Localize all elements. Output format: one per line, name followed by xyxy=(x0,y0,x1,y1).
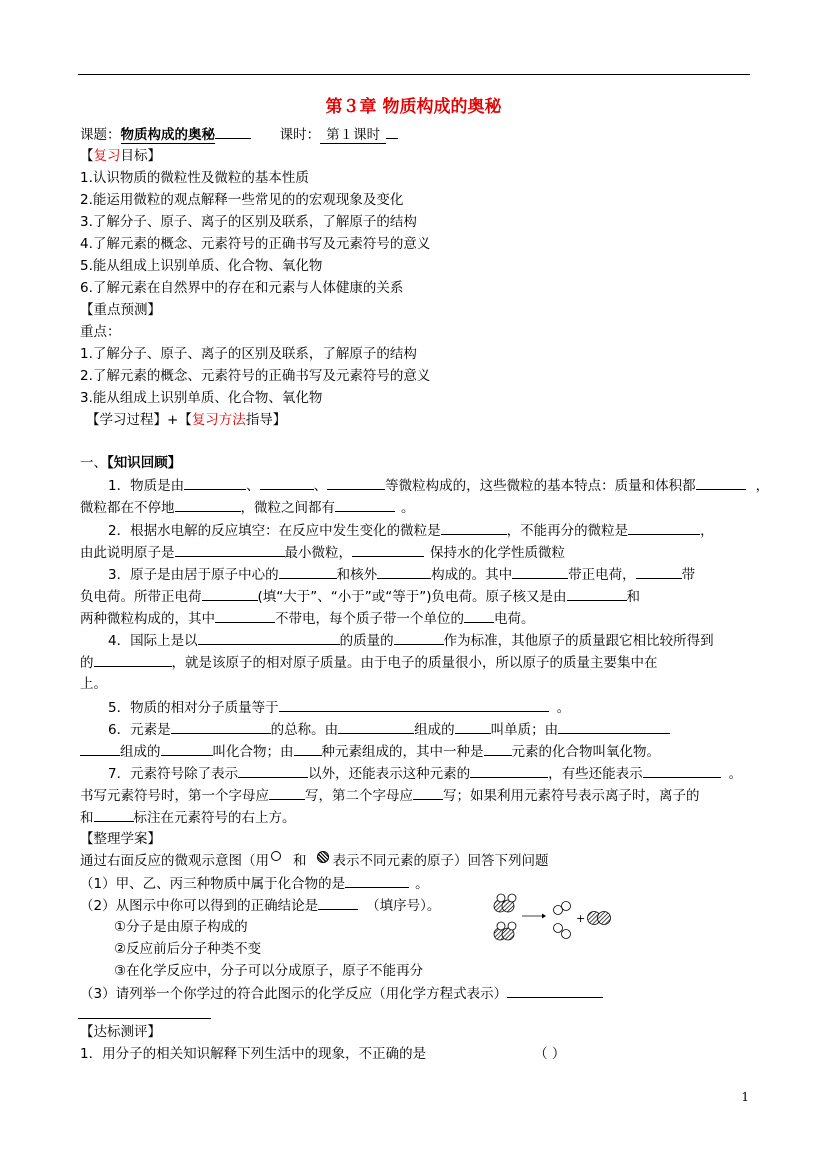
assessment-heading: 【达标测评】 xyxy=(80,1024,161,1040)
organize-sub-2: （2）从图示中你可以得到的正确结论是 （填序号）。 xyxy=(80,895,440,916)
organize-intro: 通过右面反应的微观示意图（用 和 表示不同元素的原子）回答下列问题 xyxy=(80,853,549,869)
blank[interactable] xyxy=(238,763,308,778)
reaction-diagram xyxy=(488,884,618,950)
top-rule xyxy=(78,74,750,75)
goal-item: 5.能从组成上识别单质、化合物、氧化物 xyxy=(80,258,323,274)
knowledge-heading: 一、【知识回顾】 xyxy=(80,455,182,471)
period-label: 课时： xyxy=(279,127,321,143)
blank[interactable] xyxy=(269,785,305,800)
product-molecule xyxy=(554,902,571,939)
question-7-line-2: 书写元素符号时，第一个字母应 写，第二个字母应 写；如果利用元素符号表示离子时，离子的 xyxy=(80,785,700,806)
reaction-arrow-icon xyxy=(522,914,546,919)
blank[interactable] xyxy=(161,741,213,756)
page-number: 1 xyxy=(741,1090,749,1104)
blank[interactable] xyxy=(279,564,337,579)
blank[interactable] xyxy=(318,895,358,910)
blank[interactable] xyxy=(171,719,271,734)
organize-sub-1: （1）甲、乙、丙三种物质中属于化合物的是 。 xyxy=(80,873,429,894)
option-3: ③在化学反应中，分子可以分成原子，原子不能再分 xyxy=(114,963,424,979)
blank[interactable] xyxy=(352,542,424,557)
question-1-line-2: 微粒都在不停地 ，微粒之间都有 。 xyxy=(80,497,415,518)
question-3-line-1: 3．原子是由居于原子中心的 和核外 构成的。其中 带正电荷， 带 xyxy=(108,564,695,585)
assessment-question-1: 1．用分子的相关知识解释下列生活中的现象，不正确的是 （ ） xyxy=(80,1046,566,1062)
blank[interactable] xyxy=(198,630,340,645)
question-4-line-1: 4．国际上是以 的质量的 作为标准，其他原子的质量跟它相比较所得到 xyxy=(108,630,714,651)
blank[interactable] xyxy=(80,741,120,756)
blank[interactable] xyxy=(484,741,512,756)
blank[interactable] xyxy=(175,542,285,557)
blank[interactable] xyxy=(455,719,491,734)
question-2-line-2: 由此说明原子是 最小微粒， 保持水的化学性质微粒 xyxy=(80,542,565,563)
process-heading: 【学习过程】+【复习方法指导】 xyxy=(86,412,287,428)
blank[interactable] xyxy=(175,497,241,512)
footnote-rule xyxy=(78,1018,211,1019)
blank[interactable] xyxy=(507,983,603,998)
blank[interactable] xyxy=(464,608,494,623)
blank[interactable] xyxy=(279,697,549,712)
organize-heading: 【整理学案】 xyxy=(80,831,161,847)
lesson-header xyxy=(80,124,398,145)
topic-label: 课题： xyxy=(80,127,121,143)
blank[interactable] xyxy=(643,763,721,778)
blank[interactable] xyxy=(394,630,444,645)
goal-item: 2.能运用微粒的观点解释一些常见的的宏观现象及变化 xyxy=(80,192,404,208)
product-molecule xyxy=(588,912,611,925)
answer-paren[interactable]: （ ） xyxy=(534,1046,566,1062)
question-4-line-3: 上。 xyxy=(80,676,107,692)
topic-value: 物质构成的奥秘 xyxy=(120,127,215,143)
question-2-line-1: 2．根据水电解的反应填空：在反应中发生变化的微粒是 ，不能再分的微粒是 ， xyxy=(108,520,714,541)
blank[interactable] xyxy=(184,475,246,490)
key-point-item: 1.了解分子、原子、离子的区别及联系，了解原子的结构 xyxy=(80,346,417,362)
blank[interactable] xyxy=(636,564,682,579)
goal-item: 3.了解分子、原子、离子的区别及联系，了解原子的结构 xyxy=(80,214,417,230)
blank[interactable] xyxy=(696,475,746,490)
blank[interactable] xyxy=(94,652,172,667)
goal-item: 6.了解元素在自然界中的存在和元素与人体健康的关系 xyxy=(80,280,404,296)
hatched-atom-icon xyxy=(317,851,329,863)
blank[interactable] xyxy=(413,785,443,800)
option-1: ①分子是由原子构成的 xyxy=(114,919,248,935)
blank[interactable] xyxy=(377,564,431,579)
white-atom-icon xyxy=(271,851,281,861)
question-1-line-1: 1．物质是由 、 、 等微粒构成的，这些微粒的基本特点：质量和体积都 ， xyxy=(108,475,769,496)
question-3-line-2: 负电荷。所带正电荷 (填“大于”、“小于”或“等于”)负电荷。原子核又是由 和 xyxy=(80,586,640,607)
blank[interactable] xyxy=(327,475,385,490)
key-point-item: 3.能从组成上识别单质、化合物、氧化物 xyxy=(80,390,323,406)
goal-item: 4.了解元素的概念、元素符号的正确书写及元素符号的意义 xyxy=(80,236,431,252)
blank[interactable] xyxy=(202,586,258,601)
blank[interactable] xyxy=(338,719,414,734)
blank[interactable] xyxy=(628,520,700,535)
question-6-line-2: 组成的 叫化合物；由 种元素组成的，其中一种是 元素的化合物叫氧化物。 xyxy=(80,741,660,762)
blank[interactable] xyxy=(94,807,134,822)
key-point-item: 2.了解元素的概念、元素符号的正确书写及元素符号的意义 xyxy=(80,368,431,384)
blank[interactable] xyxy=(470,763,548,778)
key-points-label: 重点： xyxy=(80,324,121,340)
review-goals-heading: 【复习目标】 xyxy=(80,148,161,164)
period-value: 第１课时 xyxy=(320,127,386,144)
goal-item: 1.认识物质的微粒性及微粒的基本性质 xyxy=(80,170,309,186)
reactant-molecule xyxy=(494,922,516,940)
blank[interactable] xyxy=(441,520,507,535)
reactant-molecule xyxy=(494,894,516,912)
organize-sub-3: （3）请列举一个你学过的符合此图示的化学反应（用化学方程式表示） xyxy=(80,983,603,1004)
question-5: 5．物质的相对分子质量等于 。 xyxy=(108,697,570,718)
question-7-line-3: 和 标注在元素符号的右上方。 xyxy=(80,807,296,828)
blank[interactable] xyxy=(215,608,275,623)
blank[interactable] xyxy=(335,497,395,512)
blank[interactable] xyxy=(294,741,322,756)
plus-sign: + xyxy=(576,912,586,925)
question-4-line-2: 的 ，就是该原子的相对原子质量。由于电子的质量很小，所以原子的质量主要集中在 xyxy=(80,652,658,673)
blank[interactable] xyxy=(558,719,670,734)
question-7-line-1: 7．元素符号除了表示 以外，还能表示这种元素的 ，有些还能表示 。 xyxy=(108,763,742,784)
blank[interactable] xyxy=(567,586,627,601)
blank[interactable] xyxy=(345,873,409,888)
chapter-title: 第３章 物质构成的奥秘 xyxy=(325,97,502,117)
question-3-line-3: 两种微粒构成的，其中 不带电，每个质子带一个单位的 电荷。 xyxy=(80,608,535,629)
blank[interactable] xyxy=(512,564,568,579)
option-2: ②反应前后分子种类不变 xyxy=(114,941,262,957)
blank[interactable] xyxy=(260,475,314,490)
key-points-heading: 【重点预测】 xyxy=(80,302,161,318)
question-6-line-1: 6．元素是 的总称。由 组成的 叫单质；由 xyxy=(108,719,670,740)
